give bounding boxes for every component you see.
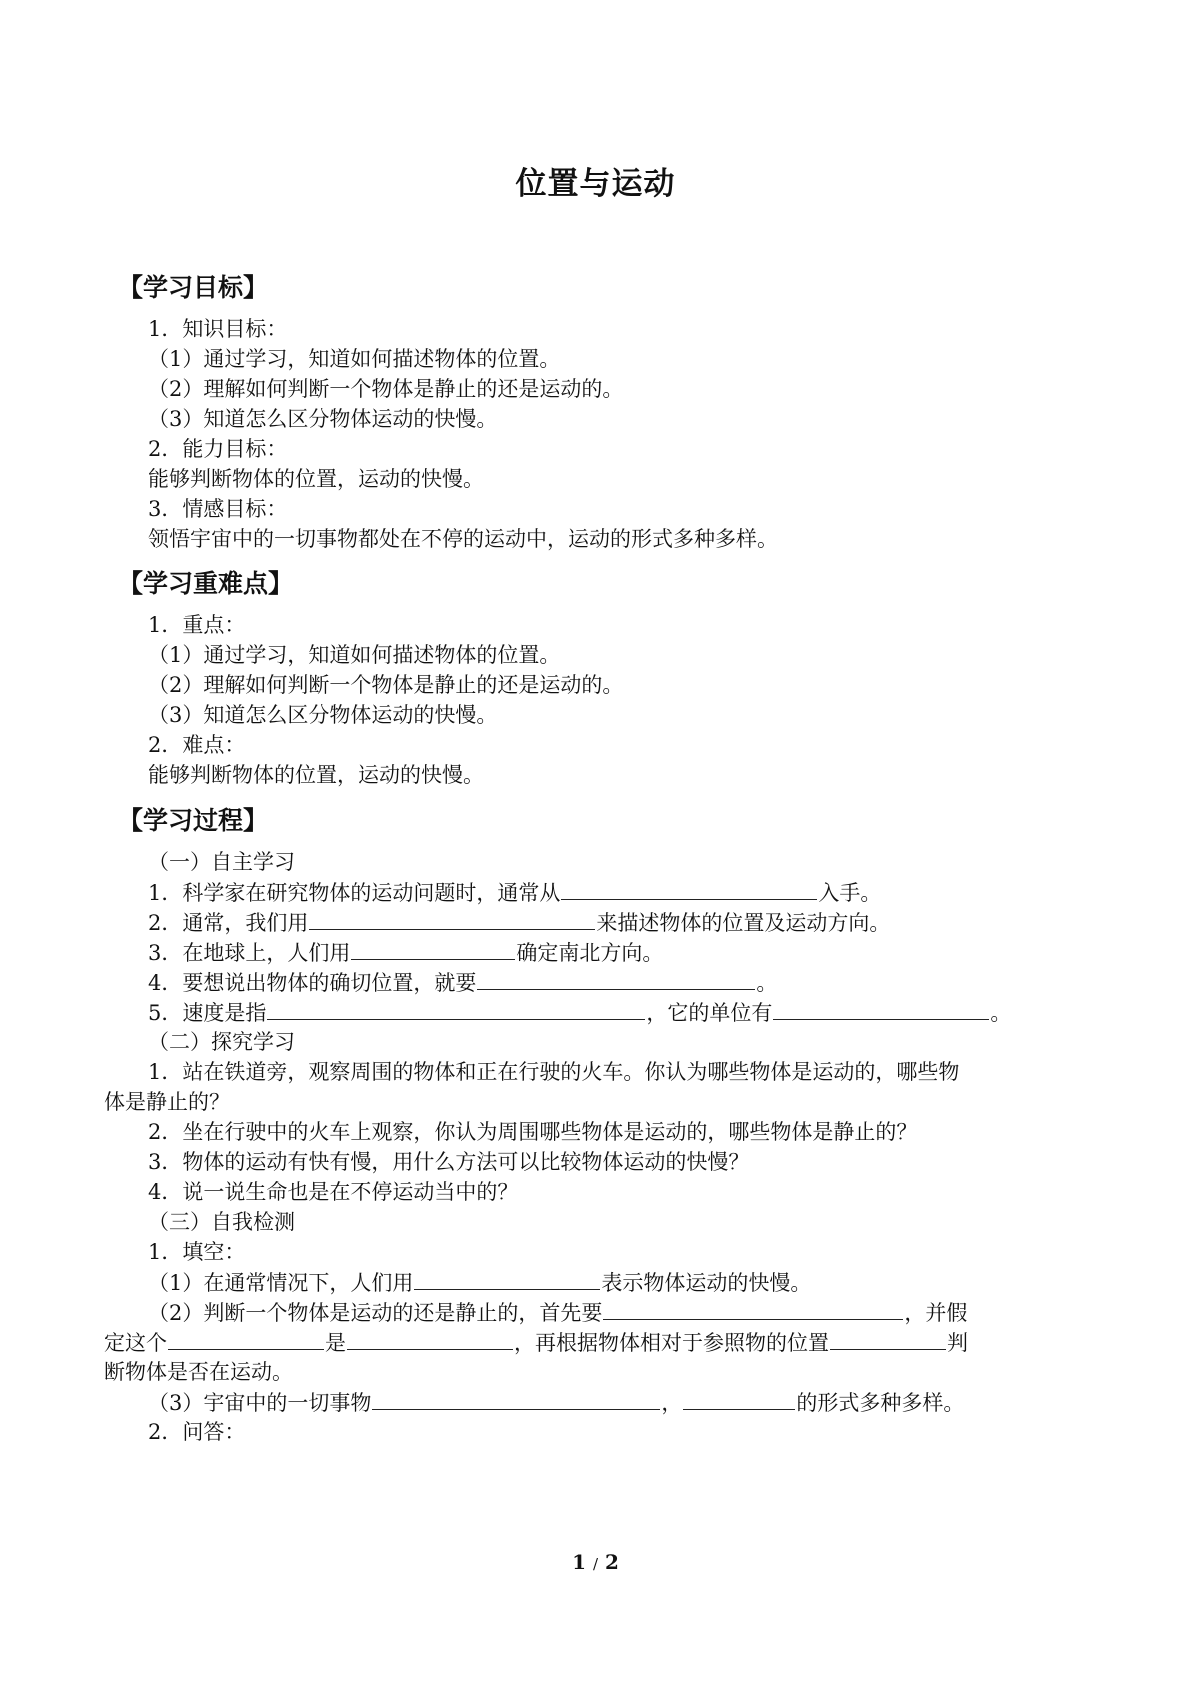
inquiry-question: 1．站在铁道旁，观察周围的物体和正在行驶的火车。你认为哪些物体是运动的，哪些物	[148, 1060, 960, 1084]
inquiry-question-cont: 体是静止的？	[104, 1090, 230, 1114]
fill-question-3	[148, 937, 663, 968]
objective-line: （1）通过学习，知道如何描述物体的位置。	[148, 347, 561, 371]
question-text: 2．通常，我们用	[148, 911, 309, 935]
fill-question-2	[148, 907, 890, 938]
answer-blank[interactable]	[477, 967, 755, 990]
question-text: 。	[990, 1001, 1012, 1025]
question-text: 1．科学家在研究物体的运动问题时，通常从	[148, 881, 561, 905]
test-fill-1	[148, 1267, 811, 1298]
question-text: 是	[325, 1331, 346, 1355]
question-text: ，再根据物体相对于参照物的位置	[514, 1331, 829, 1355]
test-fill-2	[148, 1297, 967, 1328]
test-item-qa: 2．问答：	[148, 1420, 246, 1444]
test-item-fill: 1．填空：	[148, 1240, 246, 1264]
subsection-inquiry: （二）探究学习	[148, 1030, 295, 1054]
question-text: 判	[947, 1331, 968, 1355]
inquiry-question: 2．坐在行驶中的火车上观察，你认为周围哪些物体是运动的，哪些物体是静止的？	[148, 1120, 918, 1144]
page-total: 2	[605, 1550, 619, 1574]
objective-line: （3）知道怎么区分物体运动的快慢。	[148, 407, 498, 431]
question-text: 。	[756, 971, 778, 995]
key-point-line: 1．重点：	[148, 613, 246, 637]
key-point-line: 能够判断物体的位置，运动的快慢。	[148, 763, 484, 787]
answer-blank[interactable]	[372, 1387, 660, 1410]
fill-question-5	[148, 997, 1011, 1028]
answer-blank[interactable]	[168, 1327, 324, 1350]
objective-line: 3．情感目标：	[148, 497, 288, 521]
test-fill-2-end: 断物体是否在运动。	[104, 1360, 293, 1384]
objective-line: 能够判断物体的位置，运动的快慢。	[148, 467, 484, 491]
answer-blank[interactable]	[351, 937, 515, 960]
objective-line: 领悟宇宙中的一切事物都处在不停的运动中，运动的形式多种多样。	[148, 527, 778, 551]
question-text: （1）在通常情况下，人们用	[148, 1271, 414, 1295]
test-fill-3	[148, 1387, 964, 1418]
question-text: 4．要想说出物体的确切位置，就要	[148, 971, 477, 995]
objective-line: （2）理解如何判断一个物体是静止的还是运动的。	[148, 377, 624, 401]
answer-blank[interactable]	[309, 907, 595, 930]
question-text: 入手。	[818, 881, 882, 905]
page-current: 1	[572, 1550, 586, 1574]
answer-blank[interactable]	[267, 997, 645, 1020]
subsection-self-test: （三）自我检测	[148, 1210, 295, 1234]
objective-line: 2．能力目标：	[148, 437, 288, 461]
question-text: 来描述物体的位置及运动方向。	[596, 911, 891, 935]
question-text: 5．速度是指	[148, 1001, 267, 1025]
key-point-line: （1）通过学习，知道如何描述物体的位置。	[148, 643, 561, 667]
question-text: 3．在地球上，人们用	[148, 941, 351, 965]
inquiry-question: 3．物体的运动有快有慢，用什么方法可以比较物体运动的快慢？	[148, 1150, 750, 1174]
page-title: 位置与运动	[515, 166, 676, 202]
question-text: 定这个	[104, 1331, 167, 1355]
answer-blank[interactable]	[414, 1267, 600, 1290]
fill-question-4	[148, 967, 777, 998]
answer-blank[interactable]	[603, 1297, 903, 1320]
question-text: 表示物体运动的快慢。	[601, 1271, 812, 1295]
key-point-line: （2）理解如何判断一个物体是静止的还是运动的。	[148, 673, 624, 697]
test-fill-2-cont	[104, 1327, 968, 1358]
page-separator: /	[592, 1555, 599, 1573]
key-point-line: 2．难点：	[148, 733, 246, 757]
subsection-self-study: （一）自主学习	[148, 850, 295, 874]
section-heading-key-points: 【学习重难点】	[118, 569, 294, 598]
question-text: （2）判断一个物体是运动的还是静止的，首先要	[148, 1301, 603, 1325]
section-heading-process: 【学习过程】	[118, 806, 269, 835]
question-text: ，并假	[904, 1301, 968, 1325]
inquiry-question: 4．说一说生命也是在不停运动当中的？	[148, 1180, 519, 1204]
question-text: 的形式多种多样。	[796, 1391, 965, 1415]
question-text: ，它的单位有	[646, 1001, 773, 1025]
answer-blank[interactable]	[773, 997, 989, 1020]
objective-line: 1．知识目标：	[148, 317, 288, 341]
question-text: （3）宇宙中的一切事物	[148, 1391, 372, 1415]
section-heading-objectives: 【学习目标】	[118, 273, 269, 302]
key-point-line: （3）知道怎么区分物体运动的快慢。	[148, 703, 498, 727]
answer-blank[interactable]	[683, 1387, 795, 1410]
page-number	[0, 1550, 1191, 1574]
question-text: ，	[661, 1391, 683, 1415]
answer-blank[interactable]	[347, 1327, 513, 1350]
answer-blank[interactable]	[830, 1327, 946, 1350]
answer-blank[interactable]	[561, 877, 817, 900]
question-text: 确定南北方向。	[516, 941, 664, 965]
fill-question-1	[148, 877, 881, 908]
